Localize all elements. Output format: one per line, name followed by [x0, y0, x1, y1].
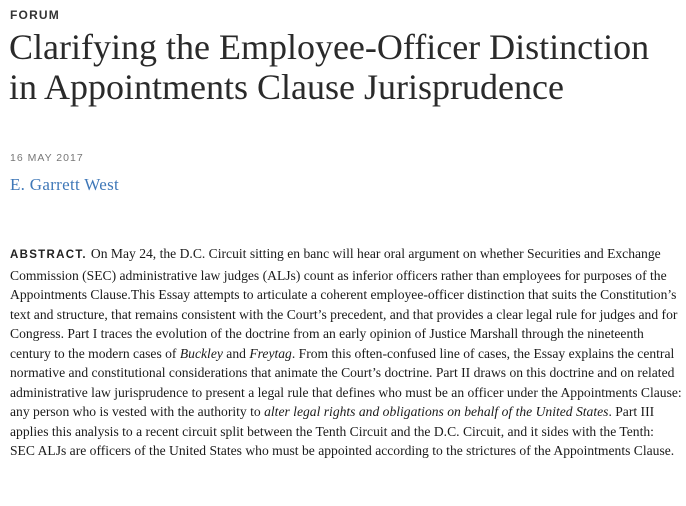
abstract-text-part-3: . Part III applies this analysis to a recent circuit split between the Tenth Circuit and the D.C. Circuit, and it sides with the Tenth: SEC ALJs are officers of the United States who must be appointed according to the strictures of the Appointments Clause.	[10, 404, 675, 459]
publication-date: 16 MAY 2017	[10, 152, 84, 164]
author-link[interactable]: E. Garrett West	[10, 175, 120, 194]
abstract-conjunction: and	[222, 345, 250, 361]
abstract-text-part-1: On May 24, the D.C. Circuit sitting en banc will hear oral argument on whether Securities and Exchange Commission (SEC) administrative law judges (ALJs) count as inferior officers rather than employees for purposes of the Appointments Clause.This Essay attempts to articulate a coherent employee-officer distinction that suits the Constitution’s text and structure, that remains consistent with the Court’s precedent, and that provides a clear legal rule for judges and for Congress. Part I traces the evolution of the doctrine from an early opinion of Justice Marshall through the nineteenth century to the modern cases of	[10, 246, 678, 361]
abstract-paragraph	[10, 244, 682, 461]
article-title: Clarifying the Employee-Officer Distinction in Appointments Clause Jurisprudence	[9, 27, 650, 107]
case-name-freytag: Freytag	[249, 345, 292, 361]
case-name-buckley: Buckley	[179, 345, 223, 361]
abstract-label: ABSTRACT.	[10, 249, 87, 261]
abstract-text-part-2: . From this often-confused line of cases, the Essay explains the central normative and constitutional considerations that animate the Court’s doctrine. Part II draws on this doctrine and on related administrative law jurisprudence to present a legal rule that defines who must be an officer under the Appointments Clause: any person who is vested with the authority to	[10, 345, 682, 420]
abstract-emphasis: alter legal rights and obligations on behalf of the United States	[264, 404, 609, 420]
section-label[interactable]: FORUM	[10, 8, 60, 22]
